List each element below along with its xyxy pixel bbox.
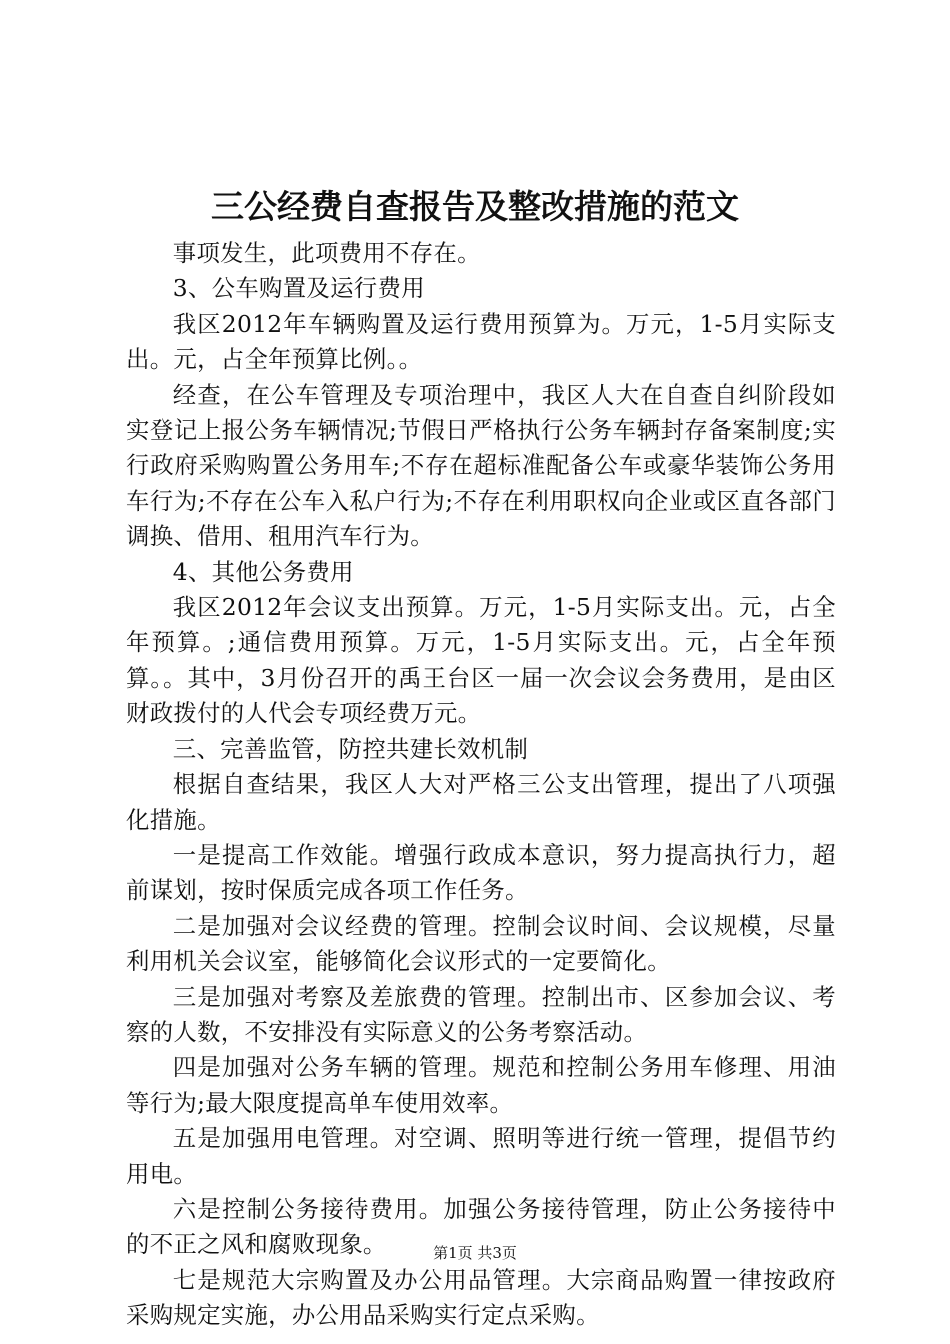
section-heading: 三、完善监管，防控共建长效机制 xyxy=(172,734,529,763)
paragraph: 我区2012年会议支出预算。万元，1-5月实际支出。元，占全年预算。;通信费用预算。万元，1-5月实际支出。元，占全年预算。。其中，3月份召开的禹王台区一届一次会议会务费用，是由区财政拨付的人代会专项经费万元。 xyxy=(126,593,836,728)
paragraph: 经查，在公车管理及专项治理中，我区人大在自查自纠阶段如实登记上报公务车辆情况;节假日严格执行公务车辆封存备案制度;实行政府采购购置公务用车;不存在超标准配备公车或豪华装饰公务用车行为;不存在公车入私户行为;不存在利用职权向企业或区直各部门调换、借用、租用汽车行为。 xyxy=(126,380,836,551)
paragraph: 五是加强用电管理。对空调、照明等进行统一管理，提倡节约用电。 xyxy=(126,1124,836,1188)
paragraph: 二是加强对会议经费的管理。控制会议时间、会议规模，尽量利用机关会议室，能够简化会议形式的一定要简化。 xyxy=(126,911,836,976)
paragraph: 事项发生，此项费用不存在。 xyxy=(172,239,481,267)
paragraph: 根据自查结果，我区人大对严格三公支出管理，提出了八项强化措施。 xyxy=(126,770,836,834)
paragraph: 六是控制公务接待费用。加强公务接待管理，防止公务接待中的不正之风和腐败现象。 xyxy=(126,1194,836,1259)
page-footer: 第1页 共3页 xyxy=(433,1244,517,1262)
paragraph: 三是加强对考察及差旅费的管理。控制出市、区参加会议、考察的人数，不安排没有实际意义的公务考察活动。 xyxy=(126,982,836,1046)
document-title: 三公经费自查报告及整改措施的范文 xyxy=(211,187,739,226)
paragraph: 我区2012年车辆购置及运行费用预算为。万元，1-5月实际支出。元，占全年预算比例。。 xyxy=(126,309,836,374)
paragraph: 七是规范大宗购置及办公用品管理。大宗商品购置一律按政府采购规定实施，办公用品采购实行定点采购。 xyxy=(126,1265,836,1330)
section-heading: 4、其他公务费用 xyxy=(172,557,354,586)
section-heading: 3、公车购置及运行费用 xyxy=(172,274,425,303)
paragraph: 一是提高工作效能。增强行政成本意识，努力提高执行力，超前谋划，按时保质完成各项工作任务。 xyxy=(126,840,836,905)
document-body xyxy=(126,236,836,1334)
paragraph: 四是加强对公务车辆的管理。规范和控制公务用车修理、用油等行为;最大限度提高单车使用效率。 xyxy=(126,1053,836,1117)
